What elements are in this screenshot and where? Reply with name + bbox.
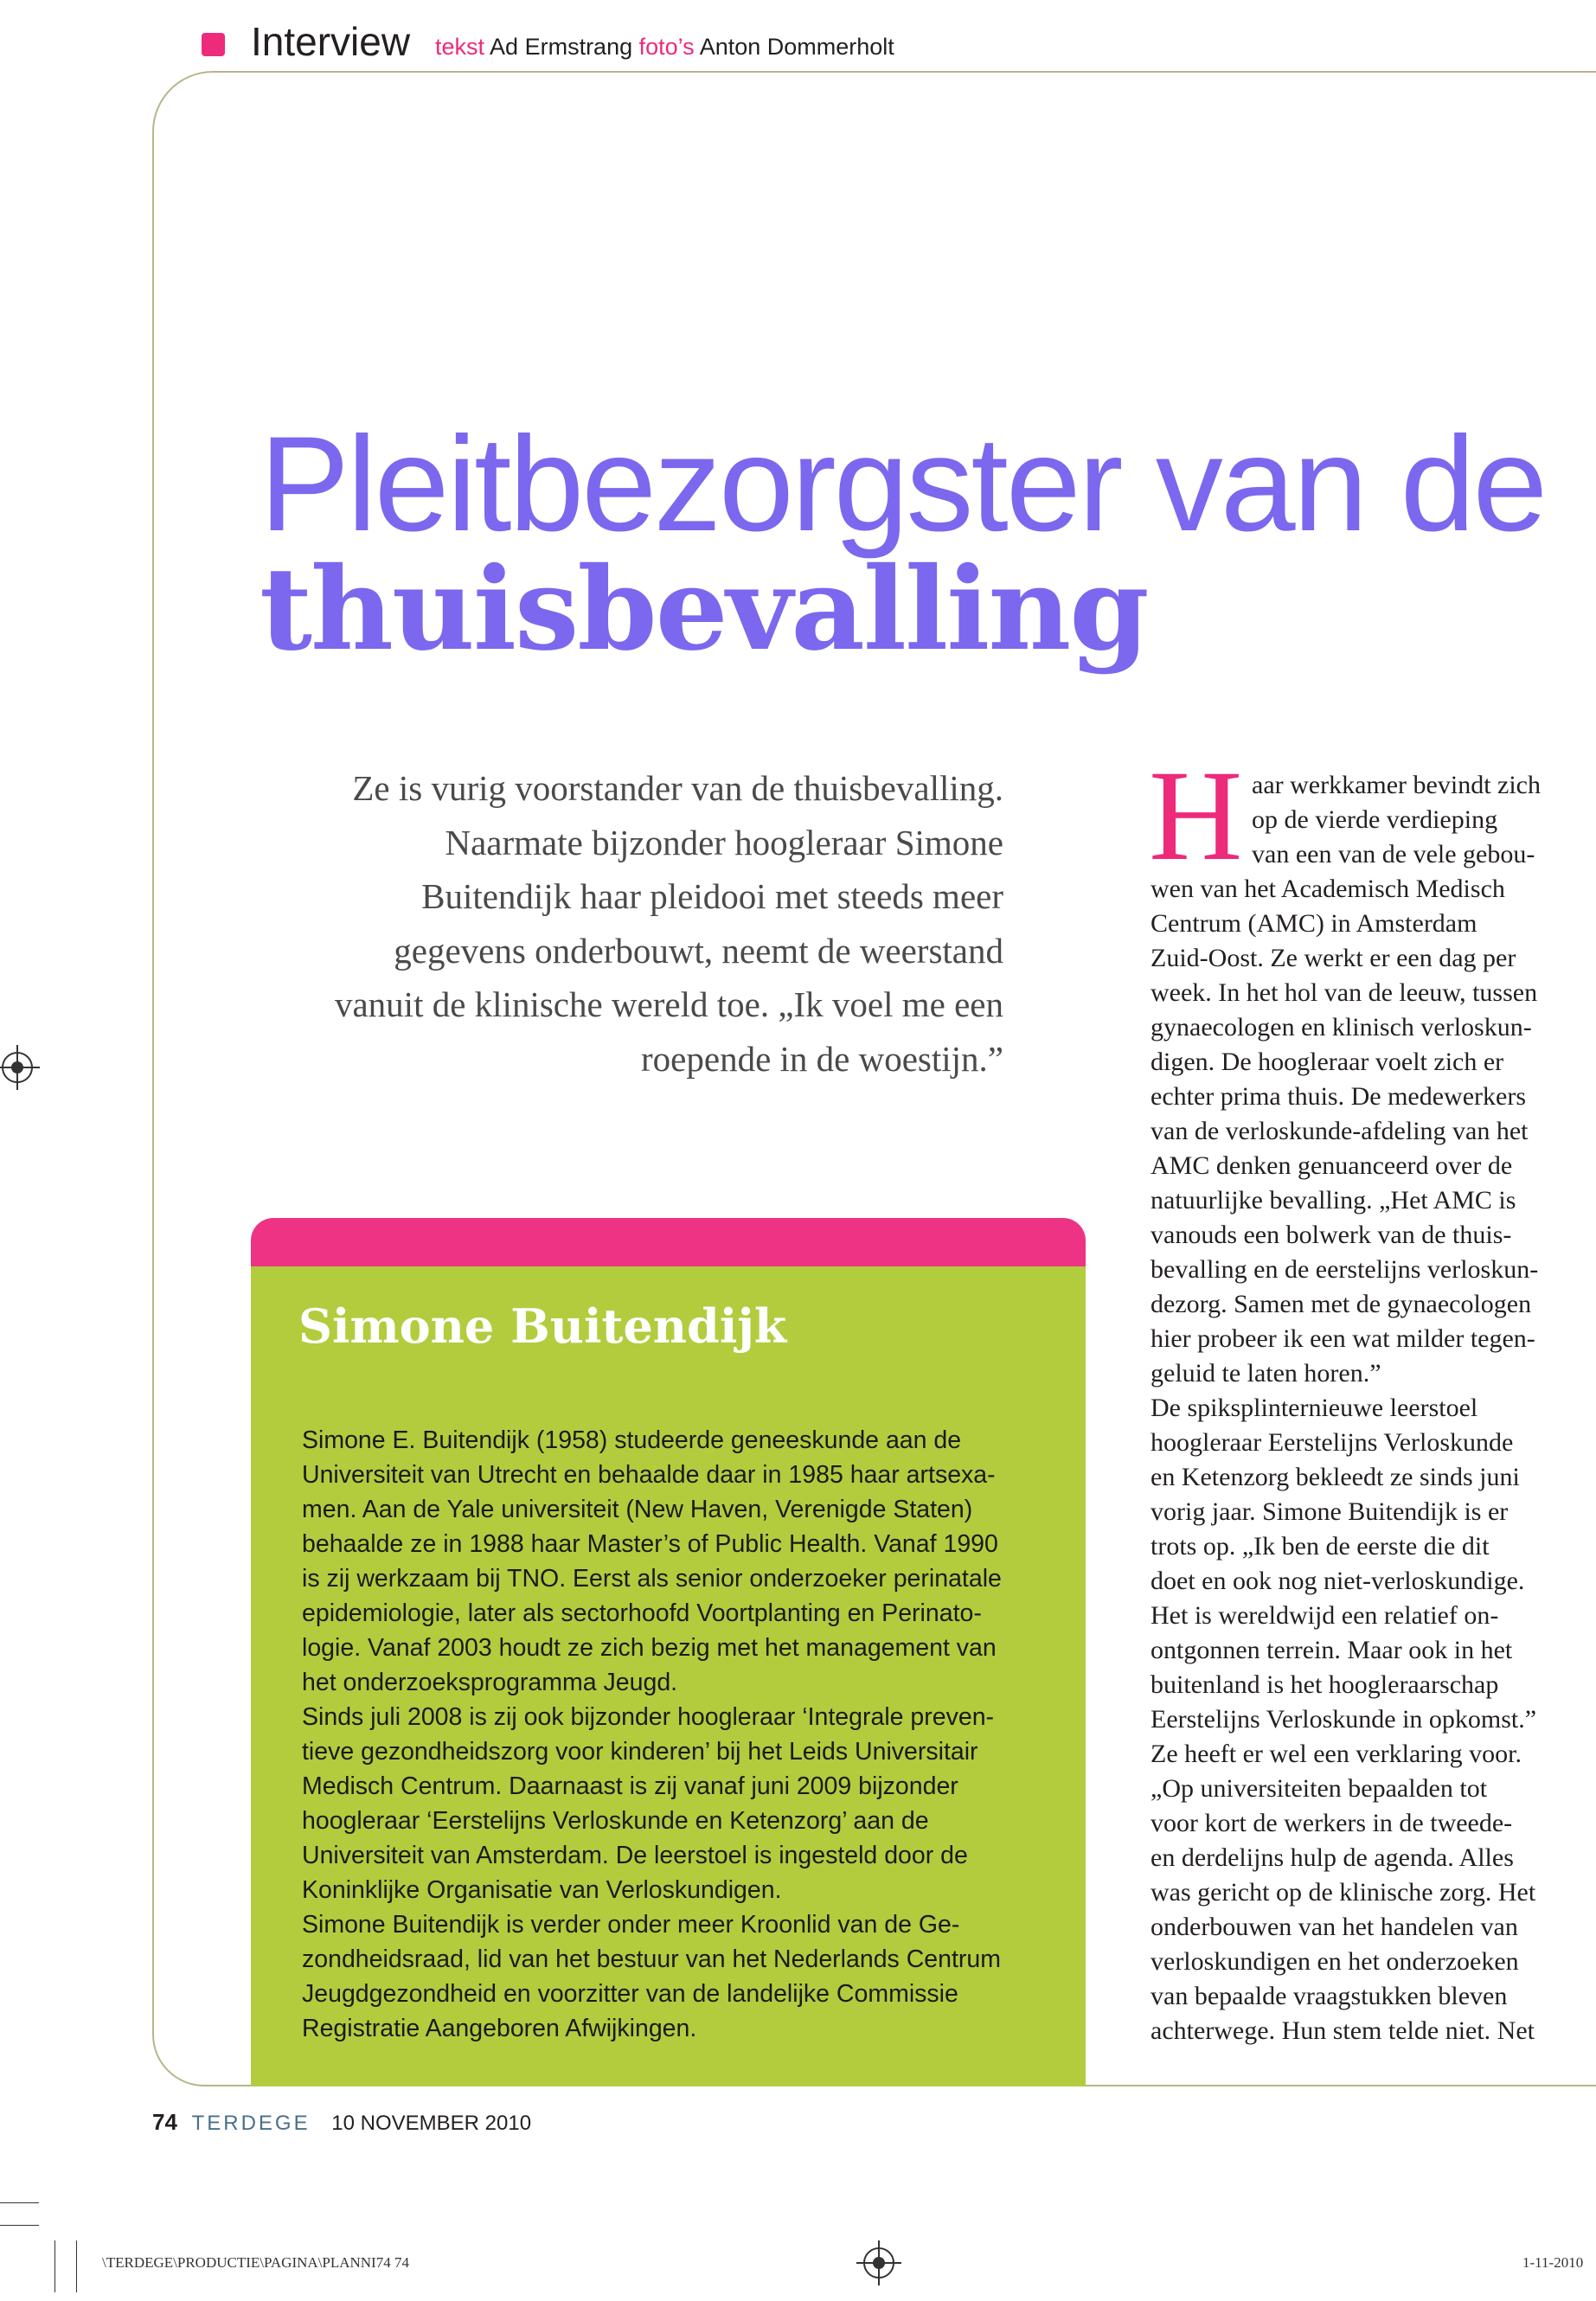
profile-line: logie. Vanaf 2003 houdt ze zich bezig met het management van <box>302 1634 997 1662</box>
article-line: De spiksplinternieuwe leerstoel <box>1151 1394 1478 1422</box>
article-line: Zuid-Oost. Ze werkt er een dag per <box>1151 944 1516 972</box>
article-line: van bepaalde vraagstukken bleven <box>1151 1982 1508 2010</box>
article-line: dezorg. Samen met de gynaecologen <box>1151 1290 1532 1318</box>
article-line: wen van het Academisch Medisch <box>1151 875 1505 903</box>
profile-line: is zij werkzaam bij TNO. Eerst als senior onderzoeker perinatale <box>302 1565 1002 1593</box>
profile-line: het onderzoeksprogramma Jeugd. <box>302 1669 678 1696</box>
headline-line-2: thuisbevalling <box>260 542 1148 676</box>
profile-line: Simone E. Buitendijk (1958) studeerde geneeskunde aan de <box>302 1426 962 1454</box>
article-line: buitenland is het hoogleraarschap <box>1151 1670 1499 1699</box>
article-line: vorig jaar. Simone Buitendijk is er <box>1151 1497 1509 1526</box>
intro-paragraph <box>285 761 1003 1086</box>
article-line: AMC denken genuanceerd over de <box>1151 1151 1513 1180</box>
article-line: vanouds een bolwerk van de thuis- <box>1151 1221 1512 1249</box>
article-line: en Ketenzorg bekleedt ze sinds juni <box>1151 1463 1520 1491</box>
profile-line: Medisch Centrum. Daarnaast is zij vanaf juni 2009 bijzonder <box>302 1772 958 1800</box>
intro-line: roepende in de woestijn.” <box>641 1038 1003 1079</box>
page-footer <box>152 2109 531 2137</box>
article-line: bevalling en de eerstelijns verloskun- <box>1151 1255 1539 1284</box>
profile-line: Sinds juli 2008 is zij ook bijzonder hoogleraar ‘Integrale preven- <box>302 1703 995 1731</box>
credit-text-name: Ad Ermstrang <box>490 34 633 60</box>
intro-line: Ze is vurig voorstander van de thuisbevalling. <box>352 768 1003 808</box>
profile-line: Universiteit van Amsterdam. De leerstoel is ingesteld door de <box>302 1842 968 1869</box>
profile-line: behaalde ze in 1988 haar Master’s of Public Health. Vanaf 1990 <box>302 1530 998 1558</box>
article-line: ontgonnen terrein. Maar ook in het <box>1151 1636 1513 1664</box>
article-line: van de verloskunde-afdeling van het <box>1151 1117 1529 1145</box>
profile-line: Universiteit van Utrecht en behaalde daar in 1985 haar artsexa- <box>302 1461 996 1489</box>
article-line: onderbouwen van het handelen van <box>1151 1913 1518 1941</box>
section-label: Interview <box>251 19 411 64</box>
article-line: geluid te laten horen.” <box>1151 1359 1381 1388</box>
profile-line: Jeugdgezondheid en voorzitter van de landelijke Commissie <box>302 1980 958 2008</box>
section-marker <box>202 33 225 56</box>
article-line: en derdelijns hulp de agenda. Alles <box>1151 1843 1514 1872</box>
article-line: op de vierde verdieping <box>1252 805 1498 834</box>
article-line: achterwege. Hun stem telde niet. Net <box>1151 2016 1535 2045</box>
profile-line: hoogleraar ‘Eerstelijns Verloskunde en Ketenzorg’ aan de <box>302 1807 929 1835</box>
magazine-name: TERDEGE <box>191 2112 311 2135</box>
article-line: Ze heeft er wel een verklaring voor. <box>1151 1740 1522 1768</box>
article-line: was gericht op de klinische zorg. Het <box>1151 1878 1536 1907</box>
crop-mark <box>0 2202 39 2203</box>
article-column <box>1151 768 1596 2048</box>
drop-cap: H <box>1149 744 1243 888</box>
article-line: verloskundigen en het onderzoeken <box>1151 1947 1519 1976</box>
article-line: echter prima thuis. De medewerkers <box>1151 1082 1526 1111</box>
registration-mark-icon <box>863 2247 894 2279</box>
crop-mark <box>54 2240 55 2292</box>
article-line: digen. De hoogleraar voelt zich er <box>1151 1048 1504 1076</box>
article-line: week. In het hol van de leeuw, tussen <box>1151 978 1538 1007</box>
profile-line: Registratie Aangeboren Afwijkingen. <box>302 2015 697 2042</box>
article-line: Centrum (AMC) in Amsterdam <box>1151 909 1477 938</box>
article-line: Eerstelijns Verloskunde in opkomst.” <box>1151 1705 1537 1734</box>
issue-date: 10 NOVEMBER 2010 <box>331 2112 532 2135</box>
credit-photo-label: foto’s <box>638 34 695 60</box>
profile-line: tieve gezondheidszorg voor kinderen’ bij het Leids Universitair <box>302 1738 978 1766</box>
crop-mark <box>0 2225 39 2226</box>
print-slug-path: \TERDEGE\PRODUCTIE\PAGINA\PLANNI74 74 <box>102 2254 409 2271</box>
profile-box-title: Simone Buitendijk <box>298 1298 787 1354</box>
intro-line: vanuit de klinische wereld toe. „Ik voel me een <box>334 984 1003 1024</box>
profile-line: men. Aan de Yale universiteit (New Haven, Verenigde Staten) <box>302 1496 973 1523</box>
article-line: aar werkkamer bevindt zich <box>1252 771 1541 799</box>
profile-line: zondheidsraad, lid van het bestuur van het Nederlands Centrum <box>302 1945 1001 1973</box>
intro-line: gegevens onderbouwt, neemt de weerstand <box>394 930 1003 971</box>
credits <box>435 31 894 62</box>
credit-photo-name: Anton Dommerholt <box>699 34 894 60</box>
article-line: Het is wereldwijd een relatief on- <box>1151 1601 1499 1630</box>
intro-line: Buitendijk haar pleidooi met steeds meer <box>421 876 1003 916</box>
article-line: gynaecologen en klinisch verloskun- <box>1151 1013 1532 1042</box>
print-slug-date: 1-11-2010 <box>1522 2254 1584 2271</box>
article-line: trots op. „Ik ben de eerste die dit <box>1151 1532 1490 1561</box>
article-line: „Op universiteiten bepaalden tot <box>1151 1774 1488 1803</box>
article-line: van een van de vele gebou- <box>1252 840 1535 868</box>
article-line: voor kort de werkers in de tweede- <box>1151 1809 1513 1837</box>
headline-line-1: Pleitbezorgster van de <box>260 409 1546 560</box>
profile-box-header-bar <box>251 1218 1086 1270</box>
page-number: 74 <box>152 2109 177 2135</box>
credit-text-label: tekst <box>435 34 485 60</box>
article-line: doet en ook nog niet-verloskundige. <box>1151 1567 1525 1595</box>
profile-line: Koninklijke Organisatie van Verloskundigen. <box>302 1876 782 1904</box>
intro-line: Naarmate bijzonder hoogleraar Simone <box>445 822 1003 862</box>
crop-mark <box>76 2240 77 2292</box>
profile-line: epidemiologie, later als sectorhoofd Voortplanting en Perinato- <box>302 1599 982 1627</box>
article-line: hoogleraar Eerstelijns Verloskunde <box>1151 1428 1514 1457</box>
profile-line: Simone Buitendijk is verder onder meer Kroonlid van de Ge- <box>302 1911 960 1939</box>
article-line: natuurlijke bevalling. „Het AMC is <box>1151 1186 1516 1215</box>
article-line: hier probeer ik een wat milder tegen- <box>1151 1324 1535 1353</box>
profile-box-body <box>302 1423 1080 2046</box>
registration-mark-icon <box>2 1052 33 1083</box>
